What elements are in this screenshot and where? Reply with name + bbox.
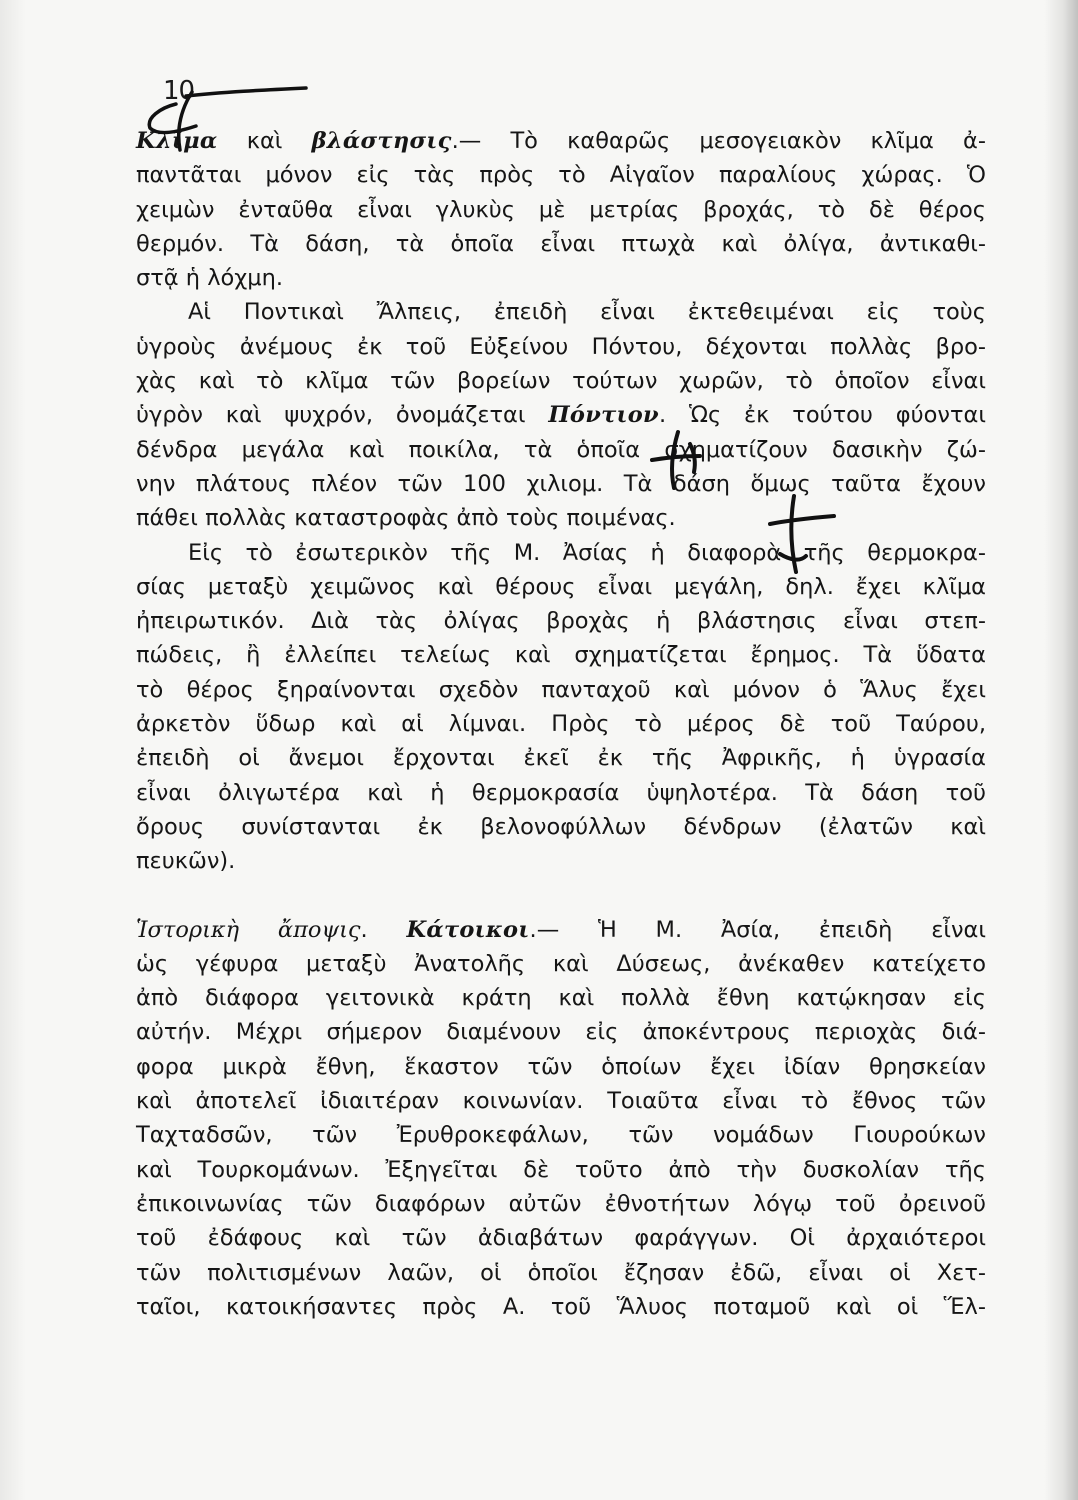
text-line: Εἰς τὸ ἐσωτερικὸν τῆς Μ. Ἀσίας ἡ διαφορὰ τῆς θερμοκρα-: [188, 539, 986, 566]
text-line: ταῖοι, κατοικήσαντες πρὸς Α. τοῦ Ἅλυος ποταμοῦ καὶ οἱ Ἕλ-: [136, 1293, 986, 1320]
text-line: καὶ ἀποτελεῖ ἰδιαιτέραν κοινωνίαν. Τοιαῦτα εἶναι τὸ ἔθνος τῶν: [136, 1088, 986, 1115]
text-line: χειμὼν ἐνταῦθα εἶναι γλυκὺς μὲ μετρίας βροχάς, τὸ δὲ θέρος: [136, 196, 986, 223]
text-line: καὶ Τουρκομάνων. Ἐξηγεῖται δὲ τοῦτο ἀπὸ τὴν δυσκολίαν τῆς: [136, 1156, 986, 1183]
history-heading-part2: Κάτοικοι: [406, 916, 530, 943]
text-line: Ἡ Μ. Ἀσία, ἐπειδὴ εἶναι: [597, 916, 986, 943]
history-heading-dash: .—: [529, 916, 598, 943]
text-line: ὡς γέφυρα μεταξὺ Ἀνατολῆς καὶ Δύσεως, ἀνέκαθεν κατείχετο: [136, 950, 986, 977]
text-line: φορα μικρὰ ἔθνη, ἕκαστον τῶν ὁποίων ἔχει ἰδίαν θρησκείαν: [136, 1053, 986, 1080]
climate-heading-word1: Κλῖμα: [136, 128, 218, 154]
text-line: εἶναι ὀλιγωτέρα καὶ ἡ θερμοκρασία ὑψηλοτέρα. Τὰ δάση τοῦ: [136, 779, 986, 806]
history-heading-sep: .: [360, 916, 407, 943]
climate-heading-word2: βλάστησις: [311, 128, 452, 154]
text-line: χὰς καὶ τὸ κλῖμα τῶν βορείων τούτων χωρῶν, τὸ ὁποῖον εἶναι: [136, 368, 986, 395]
text-line: τὸ θέρος ξηραίνονται σχεδὸν πανταχοῦ καὶ μόνον ὁ Ἅλυς ἔχει: [136, 676, 986, 703]
text-line: Αἱ Ποντικαὶ Ἄλπεις, ἐπειδὴ εἶναι ἐκτεθειμέναι εἰς τοὺς: [188, 299, 986, 326]
text-line: σίας μεταξὺ χειμῶνος καὶ θέρους εἶναι μεγάλη, δηλ. ἔχει κλῖμα: [136, 573, 986, 600]
text-line: νην πλάτους πλέον τῶν 100 χιλιομ. Τὰ δάση ὅμως ταῦτα ἔχουν: [136, 470, 986, 497]
text-line: ἐπικοινωνίας τῶν διαφόρων αὐτῶν ἐθνοτήτων λόγῳ τοῦ ὀρεινοῦ: [136, 1190, 986, 1217]
text-line: στᾷ ἡ λόχμη.: [136, 265, 284, 292]
climate-line-1: [136, 124, 986, 158]
text-line: πάθει πολλὰς καταστροφὰς ἀπὸ τοὺς ποιμένας.: [136, 505, 676, 532]
text-line: τοῦ ἐδάφους καὶ τῶν ἀδιαβάτων φαράγγων. Οἱ ἀρχαιότεροι: [136, 1225, 986, 1252]
text-line: ὑγροὺς ἀνέμους ἐκ τοῦ Εὐξείνου Πόντου, δέχονται πολλὰς βρο-: [136, 333, 986, 360]
scan-edge-right: [1044, 0, 1078, 1500]
section-gap: [136, 879, 986, 913]
body-text: [136, 124, 986, 1324]
text-fragment: ὑγρὸν καὶ ψυχρόν, ὀνομάζεται: [136, 402, 549, 429]
text-line: Ταχταδσῶν, τῶν Ἐρυθροκεφάλων, τῶν νομάδων Γιουρούκων: [136, 1122, 986, 1149]
text-line: ἠπειρωτικόν. Διὰ τὰς ὀλίγας βροχὰς ἡ βλάστησις εἶναι στεπ-: [136, 608, 986, 635]
text-line: ἀπὸ διάφορα γειτονικὰ κράτη καὶ πολλὰ ἔθνη κατῴκησαν εἰς: [136, 985, 986, 1012]
text-line: θερμόν. Τὰ δάση, τὰ ὁποῖα εἶναι πτωχὰ καὶ ὀλίγα, ἀντικαθι-: [136, 230, 986, 257]
text-line: Τὸ καθαρῶς μεσογειακὸν κλῖμα ἀ-: [510, 128, 986, 154]
climate-heading-dash: .—: [451, 128, 511, 154]
history-line-1: [136, 913, 986, 947]
history-heading-part1: Ἱστορικὴ ἄποψις: [136, 916, 361, 943]
text-line: ὄρους συνίστανται ἐκ βελονοφύλλων δένδρων (ἐλατῶν καὶ: [136, 813, 986, 840]
text-line: πευκῶν).: [136, 848, 236, 875]
text-fragment: . Ὡς ἐκ τούτου φύονται: [658, 402, 986, 429]
text-line: παντᾶται μόνον εἰς τὰς πρὸς τὸ Αἰγαῖον παραλίους χώρας. Ὁ: [136, 162, 986, 189]
text-line: ἐπειδὴ οἱ ἄνεμοι ἔρχονται ἐκεῖ ἐκ τῆς Ἀφρικῆς, ἡ ὑγρασία: [136, 745, 986, 772]
text-line: τῶν πολιτισμένων λαῶν, οἱ ὁποῖοι ἔζησαν ἐδῶ, εἶναι οἱ Χετ-: [136, 1259, 986, 1286]
text-line: δένδρα μεγάλα καὶ ποικίλα, τὰ ὁποῖα σχηματίζουν δασικὴν ζώ-: [136, 436, 986, 463]
climate-heading-conj: καὶ: [217, 128, 312, 154]
page-number: 10: [163, 76, 195, 106]
text-line: ἀρκετὸν ὕδωρ καὶ αἱ λίμναι. Πρὸς τὸ μέρος δὲ τοῦ Ταύρου,: [136, 711, 986, 738]
text-line: [136, 398, 986, 432]
text-line: πώδεις, ἢ ἐλλείπει τελείως καὶ σχηματίζεται ἔρημος. Τὰ ὕδατα: [136, 642, 986, 669]
term-pontion: Πόντιον: [548, 402, 659, 429]
text-line: αὐτήν. Μέχρι σήμερον διαμένουν εἰς ἀποκέντρους περιοχὰς διά-: [136, 1019, 986, 1046]
scan-edge-left: [0, 0, 26, 1500]
